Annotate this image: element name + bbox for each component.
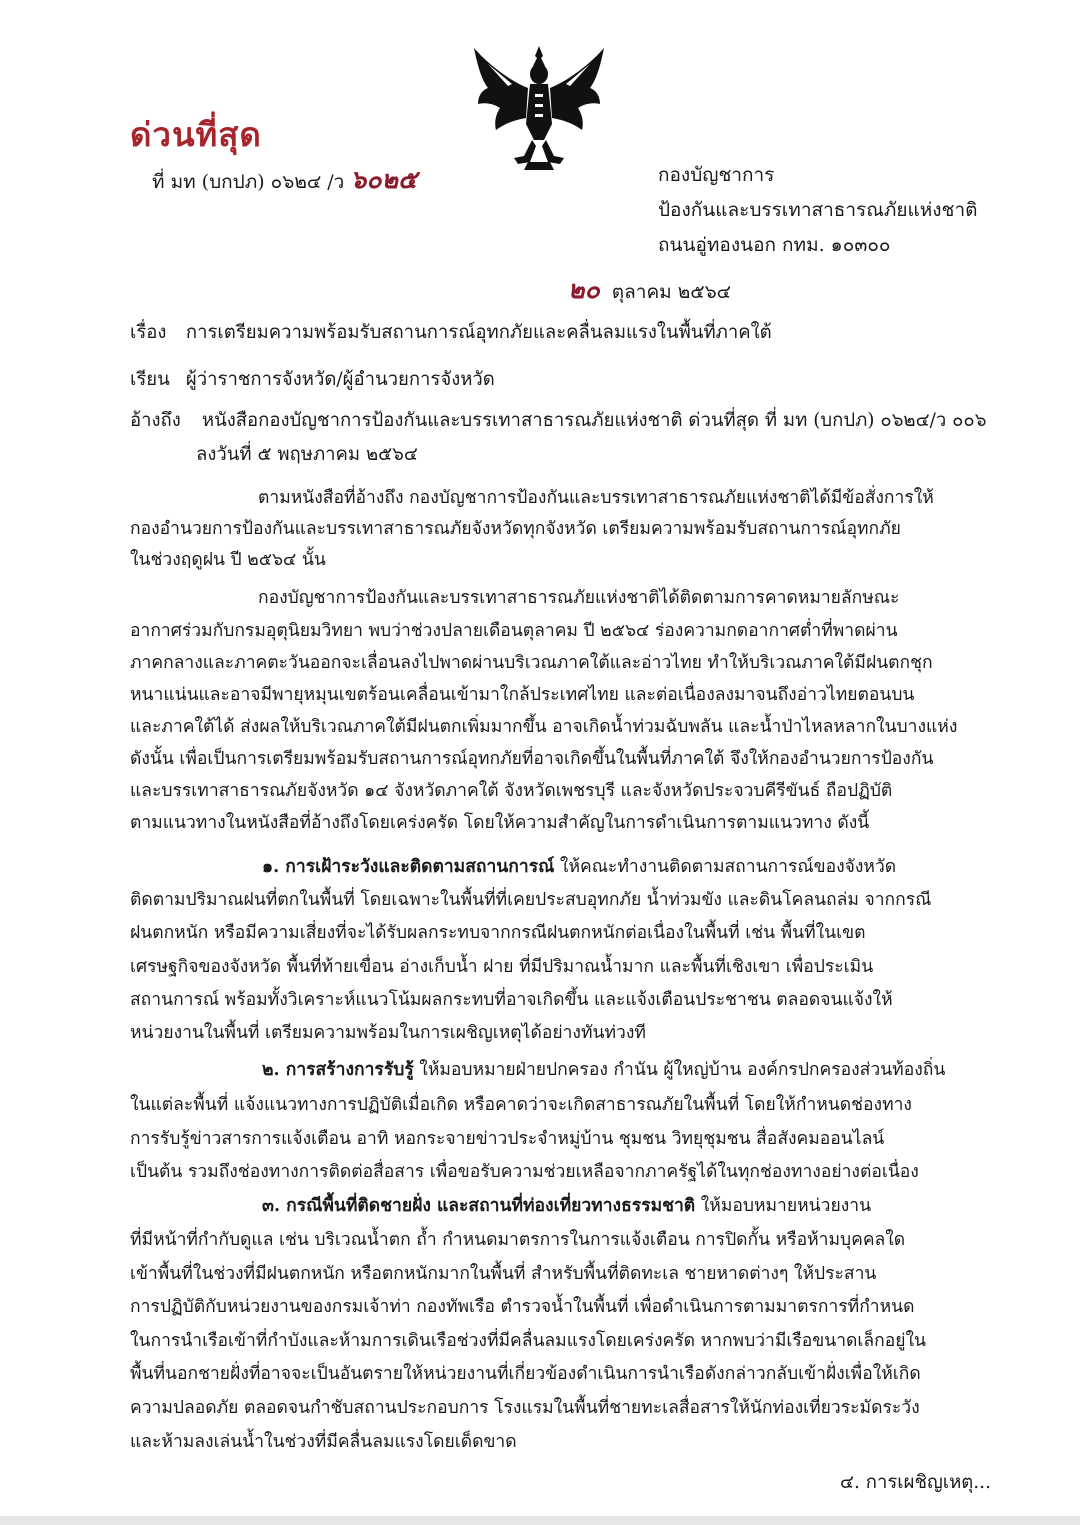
document-number-handwritten: ๖๐๒๕ (350, 165, 417, 194)
paragraph-line: เศรษฐกิจของจังหวัด พื้นที่ท้ายเขื่อน อ่างเก็บน้ำ ฝาย ที่มีปริมาณน้ำมาก และพื้นที่เชิงเขา เพื่อประเมิน (130, 957, 874, 977)
paragraph-line: สถานการณ์ พร้อมทั้งวิเคราะห์แนวโน้มผลกระทบที่อาจเกิดขึ้น และแจ้งเตือนประชาชน ตลอดจนแจ้งให้ (130, 990, 893, 1010)
paragraph-line: ตามหนังสือที่อ้างถึง กองบัญชาการป้องกันและบรรเทาสาธารณภัยแห่งชาติได้มีข้อสั่งการให้ (258, 488, 934, 508)
item-2-lead: ให้มอบหมายฝ่ายปกครอง กำนัน ผู้ใหญ่บ้าน องค์กรปกครองส่วนท้องถิ่น (413, 1060, 946, 1080)
paragraph-line: ติดตามปริมาณฝนที่ตกในพื้นที่ โดยเฉพาะในพื้นที่ที่เคยประสบอุทกภัย น้ำท่วมขัง และดินโคลนถล่ม จากกรณี (130, 890, 932, 910)
document-number-prefix: ที่ มท (บกปภ) ๐๖๒๔ /ว (152, 171, 345, 193)
item-1-first-line (262, 852, 992, 882)
reference-label: อ้างถึง (130, 410, 181, 431)
paragraph-line: ตามแนวทางในหนังสือที่อ้างถึงโดยเคร่งครัด โดยให้ความสำคัญในการดำเนินการตามแนวทาง ดังนี้ (130, 813, 870, 833)
paragraph-line: การรับรู้ข่าวสารการแจ้งเตือน อาทิ หอกระจายข่าวประจำหมู่บ้าน ชุมชน วิทยุชุมชน สื่อสังคมออนไลน์ (130, 1129, 885, 1149)
paragraph-line: หนาแน่นและอาจมีพายุหมุนเขตร้อนเคลื่อนเข้ามาใกล้ประเทศไทย และต่อเนื่องลงมาจนถึงอ่าวไทยตอนบน (130, 685, 915, 705)
item-1-heading: ๑. การเฝ้าระวังและติดตามสถานการณ์ (262, 857, 555, 877)
paragraph-line: ฝนตกหนัก หรือมีความเสี่ยงที่จะได้รับผลกระทบจากกรณีฝนตกหนักต่อเนื่องในพื้นที่ เช่น พื้นที่ในเขต (130, 923, 866, 943)
date-day-handwritten: ๒๐ (568, 275, 600, 304)
subject-label: เรื่อง (130, 322, 167, 343)
letter-date (568, 270, 731, 310)
garuda-emblem-icon (468, 44, 610, 172)
paragraph-line: ความปลอดภัย ตลอดจนกำชับสถานประกอบการ โรงแรมในพื้นที่ชายทะเลสื่อสารให้นักท่องเที่ยวระมัดระวัง (130, 1398, 920, 1418)
recipient-text: ผู้ว่าราชการจังหวัด/ผู้อำนวยการจังหวัด (185, 369, 495, 390)
paragraph-line: ภาคกลางและภาคตะวันออกจะเลื่อนลงไปพาดผ่านบริเวณภาคใต้และอ่าวไทย ทำให้บริเวณภาคใต้มีฝนตกชุก (130, 653, 933, 673)
paragraph-line: เข้าพื้นที่ในช่วงที่มีฝนตกหนัก หรือตกหนักมากในพื้นที่ สำหรับพื้นที่ติดทะเล ชายหาดต่างๆ ให้ประสาน (130, 1264, 877, 1284)
urgent-label: ด่วนที่สุด (130, 115, 262, 154)
paragraph-line: เป็นต้น รวมถึงช่องทางการติดต่อสื่อสาร เพื่อขอรับความช่วยเหลือจากภาครัฐได้ในทุกช่องทางอย่างต่อเนื่อง (130, 1162, 919, 1182)
paragraph-line: ที่มีหน้าที่กำกับดูแล เช่น บริเวณน้ำตก ถ้ำ กำหนดมาตรการในการแจ้งเตือน การปิดกั้น หรือห้ามบุคคลใด (130, 1230, 906, 1250)
reference-text: หนังสือกองบัญชาการป้องกันและบรรเทาสาธารณภัยแห่งชาติ ด่วนที่สุด ที่ มท (บกปภ) ๐๖๒๔/ว ๐๐๖ (201, 410, 987, 431)
paragraph-line: ในแต่ละพื้นที่ แจ้งแนวทางการปฏิบัติเมื่อเกิด หรือคาดว่าจะเกิดสาธารณภัยในพื้นที่ โดยให้กำหนดช่องทาง (130, 1095, 912, 1115)
item-3-lead: ให้มอบหมายหน่วยงาน (695, 1196, 872, 1216)
paragraph-line: อากาศร่วมกับกรมอุตุนิยมวิทยา พบว่าช่วงปลายเดือนตุลาคม ปี ๒๕๖๔ ร่องความกดอากาศต่ำที่พาดผ่าน (130, 621, 898, 641)
continuation-marker: ๔. การเผชิญเหตุ... (840, 1472, 991, 1493)
paragraph-line: การปฏิบัติกับหน่วยงานของกรมเจ้าท่า กองทัพเรือ ตำรวจน้ำในพื้นที่ เพื่อดำเนินการตามมาตรการที่กำหนด (130, 1297, 915, 1317)
paragraph-line: ดังนั้น เพื่อเป็นการเตรียมพร้อมรับสถานการณ์อุทกภัยที่อาจเกิดขึ้นในพื้นที่ภาคใต้ จึงให้กองอำนวยการป้องกัน (130, 749, 934, 769)
date-month-year: ตุลาคม ๒๕๖๔ (611, 281, 732, 303)
paragraph-line: และภาคใต้ได้ ส่งผลให้บริเวณภาคใต้มีฝนตกเพิ่มมากขึ้น อาจเกิดน้ำท่วมฉับพลัน และน้ำป่าไหลหลากในบางแห่ง (130, 717, 958, 737)
paragraph-line: หน่วยงานในพื้นที่ เตรียมความพร้อมในการเผชิญเหตุได้อย่างทันท่วงที (130, 1023, 646, 1043)
paragraph-line: ในช่วงฤดูฝน ปี ๒๕๖๔ นั้น (130, 550, 326, 570)
page-bottom-edge (0, 1516, 1080, 1525)
recipient-label: เรียน (130, 369, 170, 390)
reference-row (130, 406, 986, 435)
paragraph-line: ในการนำเรือเข้าที่กำบังและห้ามการเดินเรือช่วงที่มีคลื่นลมแรงโดยเคร่งครัด หากพบว่ามีเรือขนาดเล็กอยู่ใน (130, 1331, 926, 1351)
document-number (152, 160, 417, 200)
org-line: ป้องกันและบรรเทาสาธารณภัยแห่งชาติ (658, 199, 978, 221)
item-3-heading: ๓. กรณีพื้นที่ติดชายฝั่ง และสถานที่ท่องเที่ยวทางธรรมชาติ (262, 1196, 696, 1216)
subject-row (130, 318, 772, 347)
subject-text: การเตรียมความพร้อมรับสถานการณ์อุทกภัยและคลื่นลมแรงในพื้นที่ภาคใต้ (185, 322, 772, 343)
paragraph-line: และบรรเทาสาธารณภัยจังหวัด ๑๔ จังหวัดภาคใต้ จังหวัดเพชรบุรี และจังหวัดประจวบคีรีขันธ์ ถือปฏิบัติ (130, 781, 893, 801)
issuing-organization (658, 158, 977, 263)
recipient-row (130, 365, 495, 394)
item-1-lead: ให้คณะทำงานติดตามสถานการณ์ของจังหวัด (554, 857, 897, 877)
paragraph-line: และห้ามลงเล่นน้ำในช่วงที่มีคลื่นลมแรงโดยเด็ดขาด (130, 1432, 517, 1452)
paragraph-line: พื้นที่นอกชายฝั่งที่อาจจะเป็นอันตรายให้หน่วยงานที่เกี่ยวข้องดำเนินการนำเรือดังกล่าวกลับเข้าฝั่งเพื่อให้เกิด (130, 1364, 921, 1384)
org-line: ถนนอู่ทองนอก กทม. ๑๐๓๐๐ (658, 234, 891, 256)
reference-date: ลงวันที่ ๕ พฤษภาคม ๒๕๖๔ (196, 444, 418, 465)
paragraph-line: กองบัญชาการป้องกันและบรรเทาสาธารณภัยแห่งชาติได้ติดตามการคาดหมายลักษณะ (258, 588, 900, 608)
paragraph-line: กองอำนวยการป้องกันและบรรเทาสาธารณภัยจังหวัดทุกจังหวัด เตรียมความพร้อมรับสถานการณ์อุทกภัย (130, 519, 901, 539)
org-line: กองบัญชาการ (658, 164, 775, 186)
item-2-heading: ๒. การสร้างการรับรู้ (262, 1060, 414, 1080)
item-3-first-line (262, 1191, 992, 1221)
item-2-first-line (262, 1055, 992, 1085)
